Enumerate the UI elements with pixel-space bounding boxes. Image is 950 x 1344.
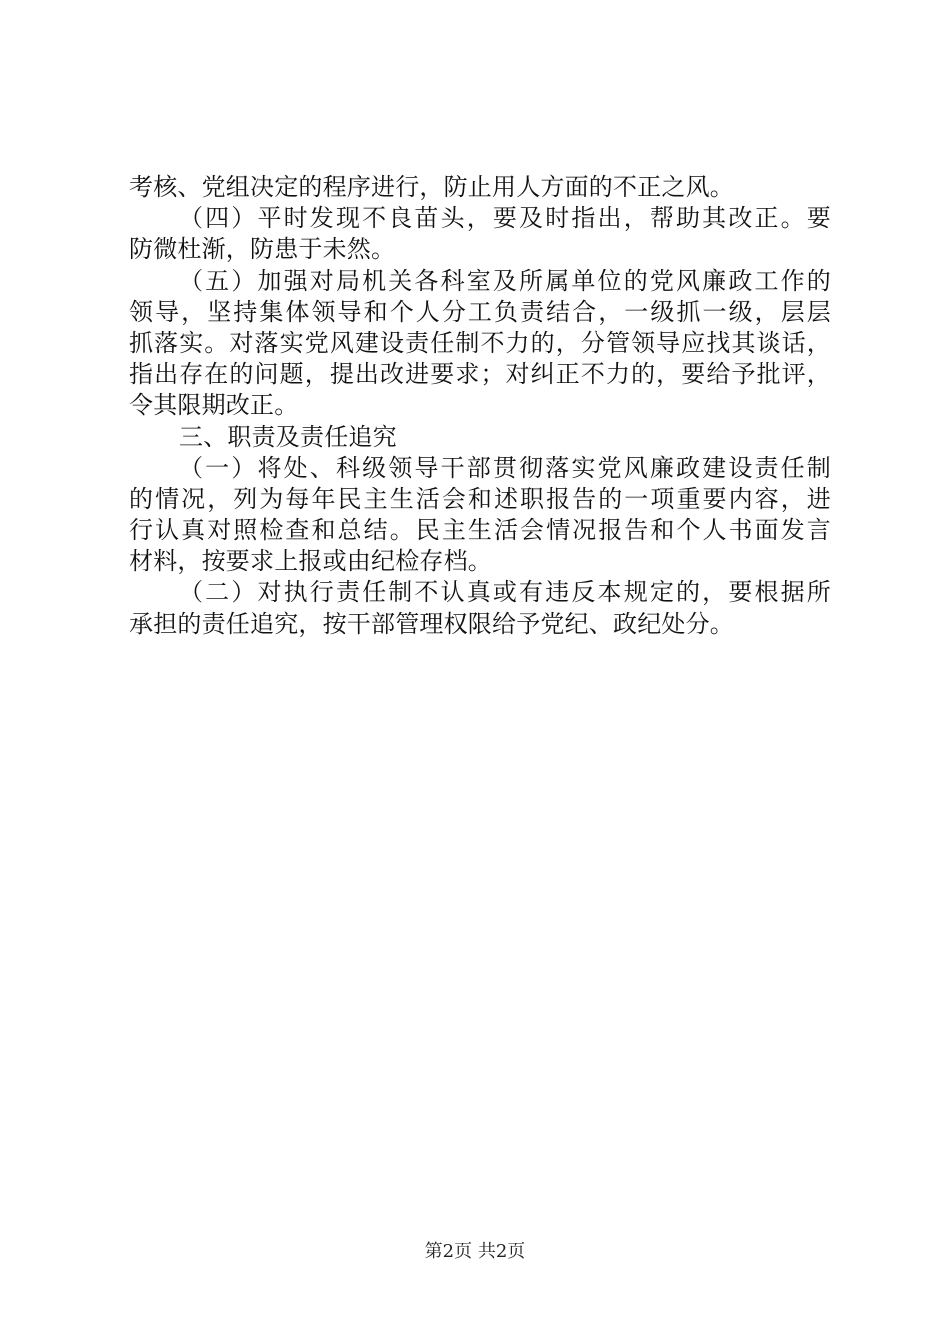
page-footer: 第2页 共2页 bbox=[424, 1241, 526, 1262]
paragraph-line: 的情况，列为每年民主生活会和述职报告的一项重要内容，进 bbox=[129, 484, 831, 513]
paragraph-line: 承担的责任追究，按干部管理权限给予党纪、政纪处分。 bbox=[129, 609, 734, 638]
paragraph-line: 令其限期改正。 bbox=[129, 391, 299, 420]
paragraph-line: 领导，坚持集体领导和个人分工负责结合，一级抓一级，层层 bbox=[129, 297, 831, 326]
paragraph-line: 抓落实。对落实党风建设责任制不力的，分管领导应找其谈话， bbox=[129, 328, 831, 357]
paragraph-line: 指出存在的问题，提出改进要求；对纠正不力的，要给予批评， bbox=[129, 360, 831, 389]
paragraph-line: （五）加强对局机关各科室及所属单位的党风廉政工作的 bbox=[179, 266, 831, 295]
paragraph-line: （二）对执行责任制不认真或有违反本规定的，要根据所 bbox=[179, 578, 831, 607]
paragraph-line: 三、职责及责任追究 bbox=[179, 422, 397, 451]
paragraph-line: （四）平时发现不良苗头，要及时指出，帮助其改正。要 bbox=[179, 204, 831, 233]
paragraph-line: 防微杜渐，防患于未然。 bbox=[129, 235, 396, 264]
paragraph-line: （一）将处、科级领导干部贯彻落实党风廉政建设责任制 bbox=[179, 453, 831, 482]
paragraph-line: 材料，按要求上报或由纪检存档。 bbox=[129, 547, 492, 576]
document-body bbox=[129, 172, 831, 640]
paragraph-line: 考核、党组决定的程序进行，防止用人方面的不正之风。 bbox=[129, 173, 734, 201]
paragraph-line: 行认真对照检查和总结。民主生活会情况报告和个人书面发言 bbox=[129, 516, 831, 545]
